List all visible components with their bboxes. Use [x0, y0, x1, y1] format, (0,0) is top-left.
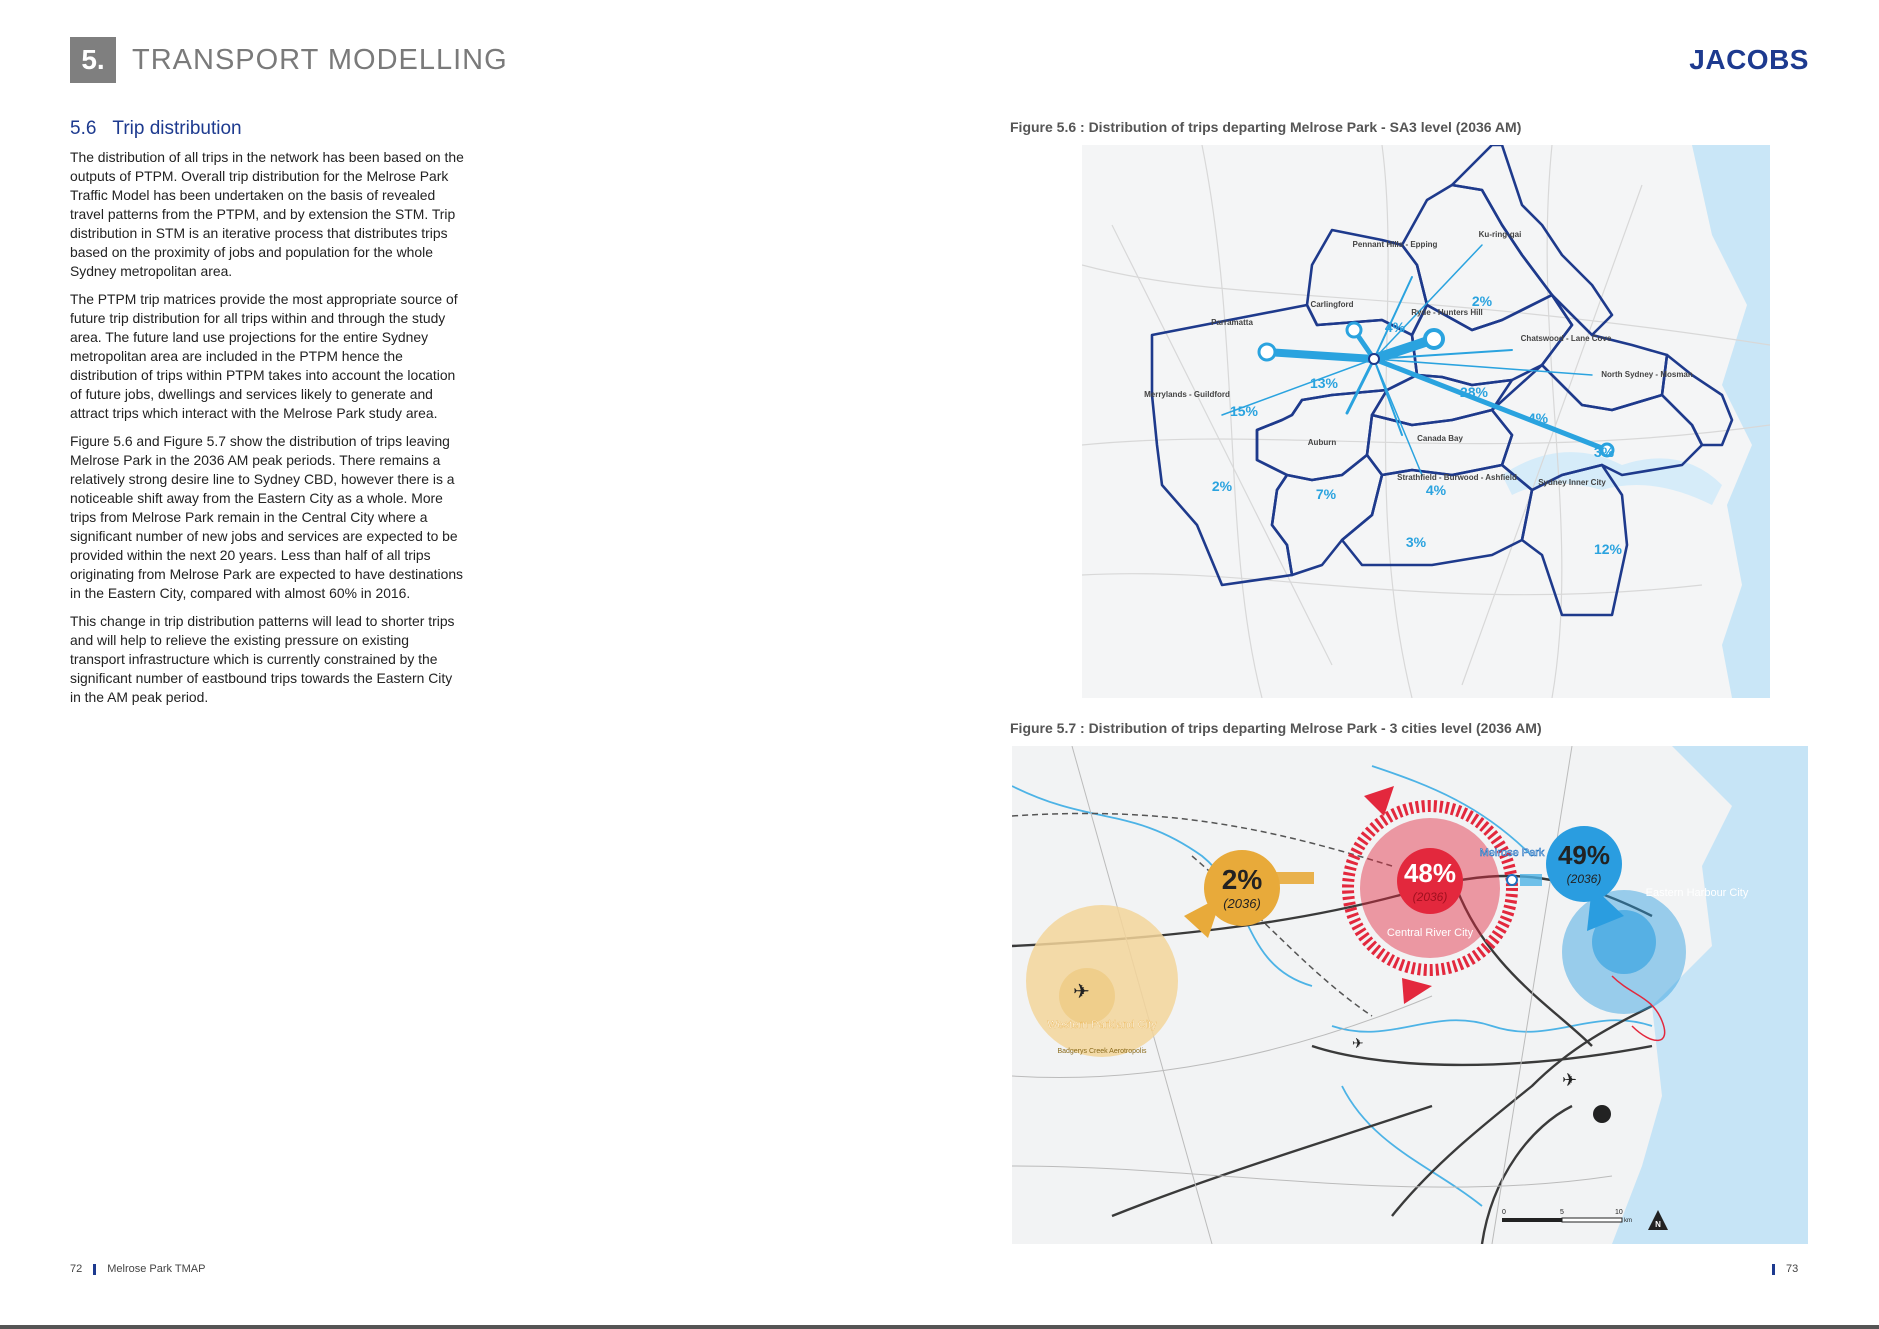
- footer-divider: [93, 1264, 96, 1275]
- region-label: North Sydney - Mosman: [1601, 370, 1693, 379]
- subsection-number: 5.6: [70, 118, 97, 139]
- airport-icon: ✈: [1352, 1035, 1364, 1051]
- eastern-pct: 49%: [1557, 840, 1611, 870]
- page-number-left: 72: [70, 1263, 83, 1275]
- region-label: Ku-ring-gai: [1478, 230, 1522, 239]
- footer-left: [70, 1263, 205, 1275]
- paragraph-3: Figure 5.6 and Figure 5.7 show the distribution of trips leaving Melrose Park in the 2036 AM peak periods. There remains a relatively strong desire line to Sydney CBD, however there is a noticeable shift away from the Eastern City as a whole. More trips from Melrose Park remain in the Central City where a significant number of new jobs and services are expected to be provided within the next 20 years. Less than half of all trips originating from Melrose Park are expected to have destinations in the Eastern City, compared with almost 60% in 2016.: [70, 433, 464, 601]
- city-subname: Badgerys Creek Aerotropolis: [1057, 1048, 1147, 1055]
- svg-text:5: 5: [1560, 1209, 1564, 1216]
- region-pct: 15%: [1229, 403, 1259, 419]
- region-pct: 4%: [1384, 319, 1406, 335]
- figure-5-7-title: Figure 5.7 : Distribution of trips departing Melrose Park - 3 cities level (2036 AM): [1010, 720, 1542, 736]
- document-title: Melrose Park TMAP: [107, 1263, 206, 1275]
- central-year: (2036): [1412, 890, 1448, 904]
- region-pct: 13%: [1309, 375, 1339, 391]
- paragraph-4: This change in trip distribution patterns will lead to shorter trips and will help to relieve the existing pressure on existing transport infrastructure which is currently constrained by the significant number of eastbound trips towards the Eastern City in the AM peak period.: [70, 613, 455, 705]
- svg-text:N: N: [1655, 1220, 1661, 1229]
- bottom-border: [0, 1325, 1879, 1329]
- paragraph-2: The PTPM trip matrices provide the most appropriate source of future trip distribution for all trips within and through the study area. The future land use projections for the entire Sydney metropolitan area are included in the PTPM hence the distribution of trips within PTPM takes into account the location of future jobs, dwellings and services likely to generate and attract trips which interact with the Melrose Park study area.: [70, 291, 458, 421]
- western-pct: 2%: [1221, 864, 1263, 895]
- eastern-city-name: Eastern Harbour City: [1645, 887, 1749, 899]
- region-label: Pennant Hills - Epping: [1352, 240, 1438, 249]
- three-cities-map: [1012, 746, 1808, 1244]
- airport-icon: ✈: [1562, 1070, 1578, 1090]
- section-title: TRANSPORT MODELLING: [132, 43, 508, 76]
- subsection-heading: [70, 118, 465, 140]
- region-label: Chatswood - Lane Cove: [1520, 334, 1612, 343]
- central-pct: 48%: [1403, 858, 1457, 888]
- body-text-column: [70, 118, 465, 716]
- region-pct: 2%: [1471, 293, 1493, 309]
- footer-right: [1772, 1263, 1798, 1275]
- page-number-right: 73: [1786, 1263, 1799, 1275]
- central-city-name: Central River City: [1386, 927, 1474, 939]
- port-icon: [1593, 1105, 1611, 1123]
- sa3-map-svg: [1082, 145, 1770, 698]
- region-pct: 4%: [1527, 410, 1549, 426]
- subsection-title: Trip distribution: [112, 118, 242, 139]
- region-label: Strathfield - Burwood - Ashfield: [1397, 473, 1517, 482]
- region-label: Ryde - Hunters Hill: [1411, 308, 1483, 317]
- airport-icon: ✈: [1073, 981, 1090, 1003]
- sa3-distribution-map: [1082, 145, 1770, 698]
- three-cities-map-svg: [1012, 746, 1808, 1244]
- western-year: (2036): [1223, 896, 1261, 911]
- region-label: Carlingford: [1310, 300, 1354, 309]
- region-pct: 3%: [1405, 534, 1427, 550]
- region-pct: 28%: [1459, 384, 1489, 400]
- page-header: [70, 36, 508, 84]
- region-pct: 4%: [1425, 482, 1447, 498]
- region-label: Sydney Inner City: [1538, 478, 1606, 487]
- region-label: Canada Bay: [1417, 434, 1463, 443]
- svg-text:0: 0: [1502, 1209, 1506, 1216]
- svg-text:km: km: [1624, 1218, 1632, 1224]
- svg-text:10: 10: [1615, 1209, 1623, 1216]
- eastern-year: (2036): [1566, 872, 1602, 886]
- region-label: Parramatta: [1211, 318, 1253, 327]
- region-pct: 12%: [1593, 541, 1623, 557]
- region-label: Merrylands - Guildford: [1144, 390, 1230, 399]
- jacobs-logo: JACOBS: [1689, 44, 1809, 75]
- section-number: 5.: [70, 37, 116, 83]
- melrose-park-label: Melrose Park: [1479, 847, 1545, 859]
- region-pct: 3%: [1593, 444, 1615, 460]
- city-name: Western Parkland City: [1047, 1019, 1157, 1031]
- region-pct: 7%: [1315, 486, 1337, 502]
- region-pct: 2%: [1211, 478, 1233, 494]
- region-label: Auburn: [1307, 438, 1337, 447]
- footer-divider: [1772, 1264, 1775, 1275]
- figure-5-6-title: Figure 5.6 : Distribution of trips departing Melrose Park - SA3 level (2036 AM): [1010, 119, 1522, 135]
- paragraph-1: The distribution of all trips in the network has been based on the outputs of PTPM. Overall trip distribution for the Melrose Park Traffic Model has been undertaken on the basis of revealed travel patterns from the PTPM, and by extension the STM. Trip distribution in STM is an iterative process that distributes trips based on the proximity of jobs and population for the whole Sydney metropolitan area.: [70, 149, 464, 279]
